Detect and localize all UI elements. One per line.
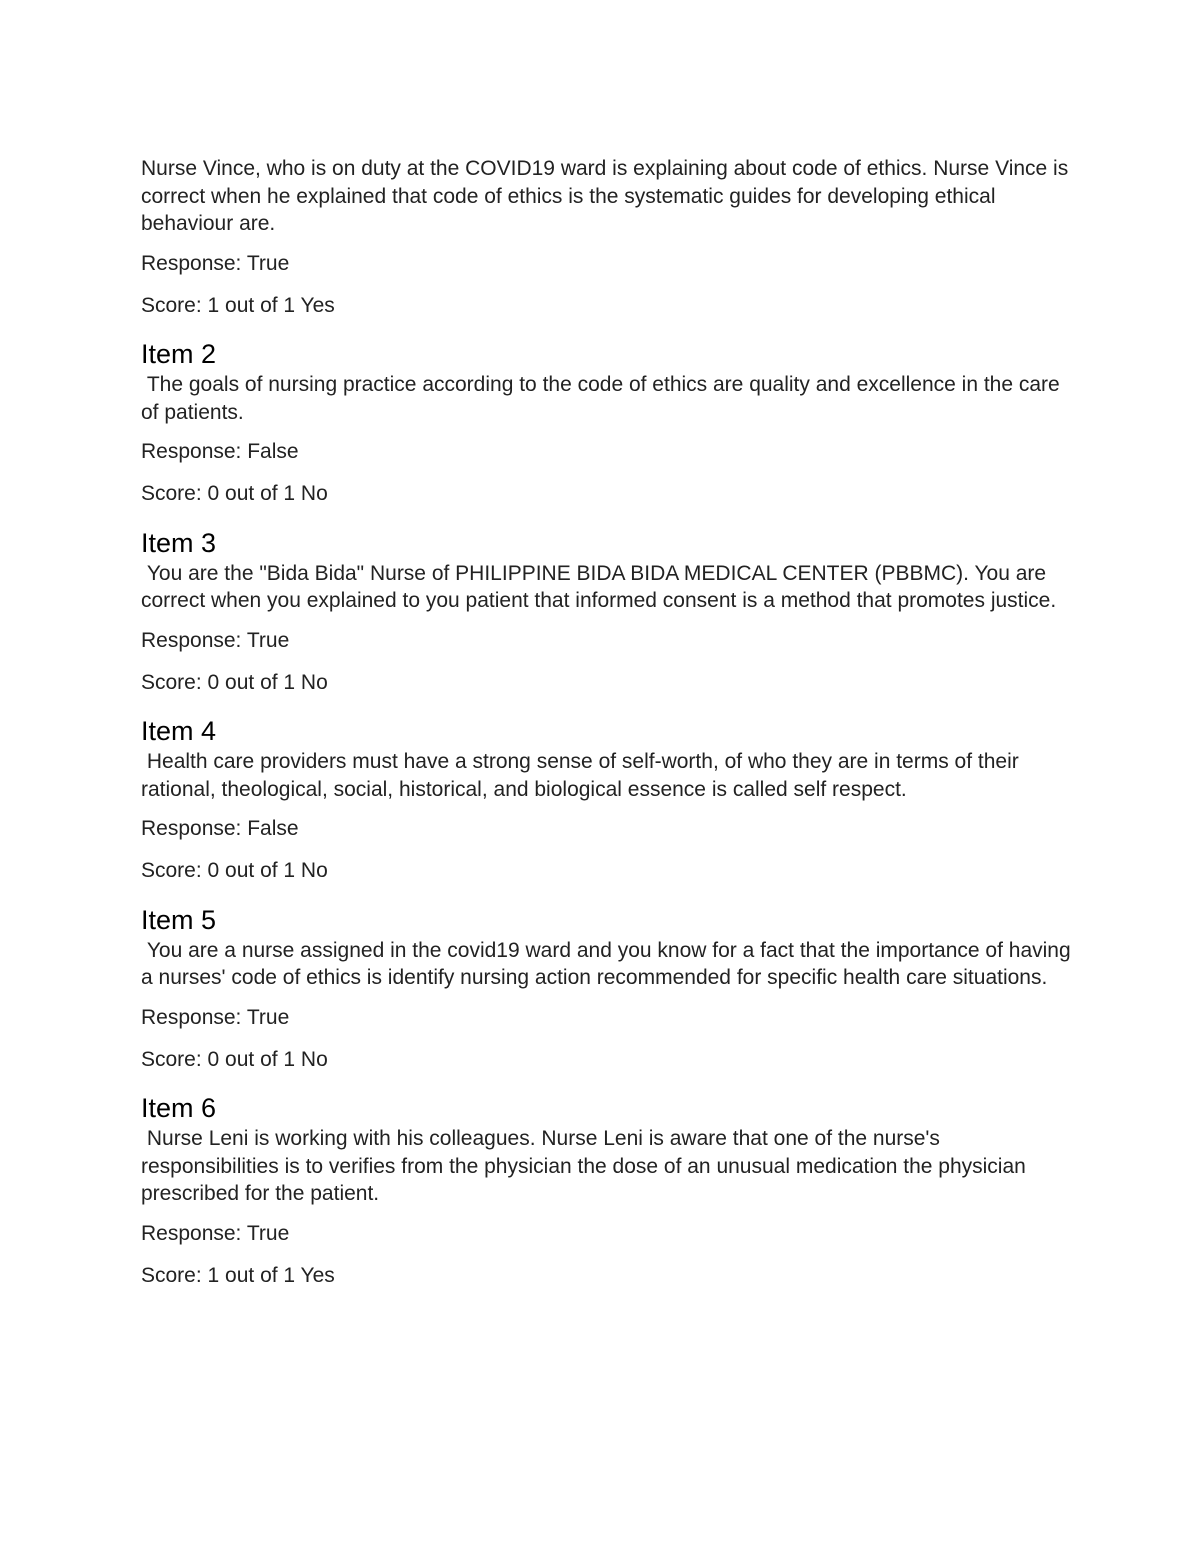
quiz-item-6 [141,1093,1071,1289]
item-heading: Item 6 [141,1093,217,1123]
quiz-item-4 [141,716,1071,885]
question-text: The goals of nursing practice according to the code of ethics are quality and excellence in the care of patients. [141,373,1066,424]
response-text: Response: True [141,1005,290,1029]
question-text: Nurse Vince, who is on duty at the COVID19 ward is explaining about code of ethics. Nurse Vince is correct when he explained that code of ethics is the systematic guides for developing ethical behaviour are. [141,157,1075,235]
response-text: Response: False [141,440,299,463]
question-text: Health care providers must have a strong sense of self-worth, of who they are in terms of their rational, theological, social, historical, and biological essence is called self respect. [141,750,1025,801]
quiz-item-5 [141,904,1077,1074]
score-text: Score: 0 out of 1 No [141,670,328,694]
score-text: Score: 0 out of 1 No [141,482,328,505]
score-text: Score: 1 out of 1 Yes [141,293,335,317]
quiz-item-2 [141,339,1071,508]
response-text: Response: True [141,1221,290,1245]
response-text: Response: False [141,817,299,840]
quiz-item-1 [141,155,1075,319]
response-text: Response: True [141,251,290,275]
score-text: Score: 0 out of 1 No [141,859,328,882]
item-heading: Item 4 [141,716,217,746]
score-text: Score: 0 out of 1 No [141,1047,328,1071]
question-text: You are the "Bida Bida" Nurse of PHILIPPINE BIDA BIDA MEDICAL CENTER (PBBMC). You are correct when you explained to you patient that informed consent is a method that promotes justice. [141,561,1057,612]
score-text: Score: 1 out of 1 Yes [141,1263,335,1287]
document-page [141,155,1077,1304]
quiz-item-3 [141,528,1071,697]
question-text: You are a nurse assigned in the covid19 ward and you know for a fact that the importance of having a nurses' code of ethics is identify nursing action recommended for specific health care situations. [141,938,1077,989]
response-text: Response: True [141,628,290,652]
item-heading: Item 5 [141,904,217,935]
item-heading: Item 2 [141,339,217,369]
item-heading: Item 3 [141,527,217,558]
question-text: Nurse Leni is working with his colleagues. Nurse Leni is aware that one of the nurse's responsibilities is to verifies from the physician the dose of an unusual medication the physician prescribed for the patient. [141,1127,1032,1205]
